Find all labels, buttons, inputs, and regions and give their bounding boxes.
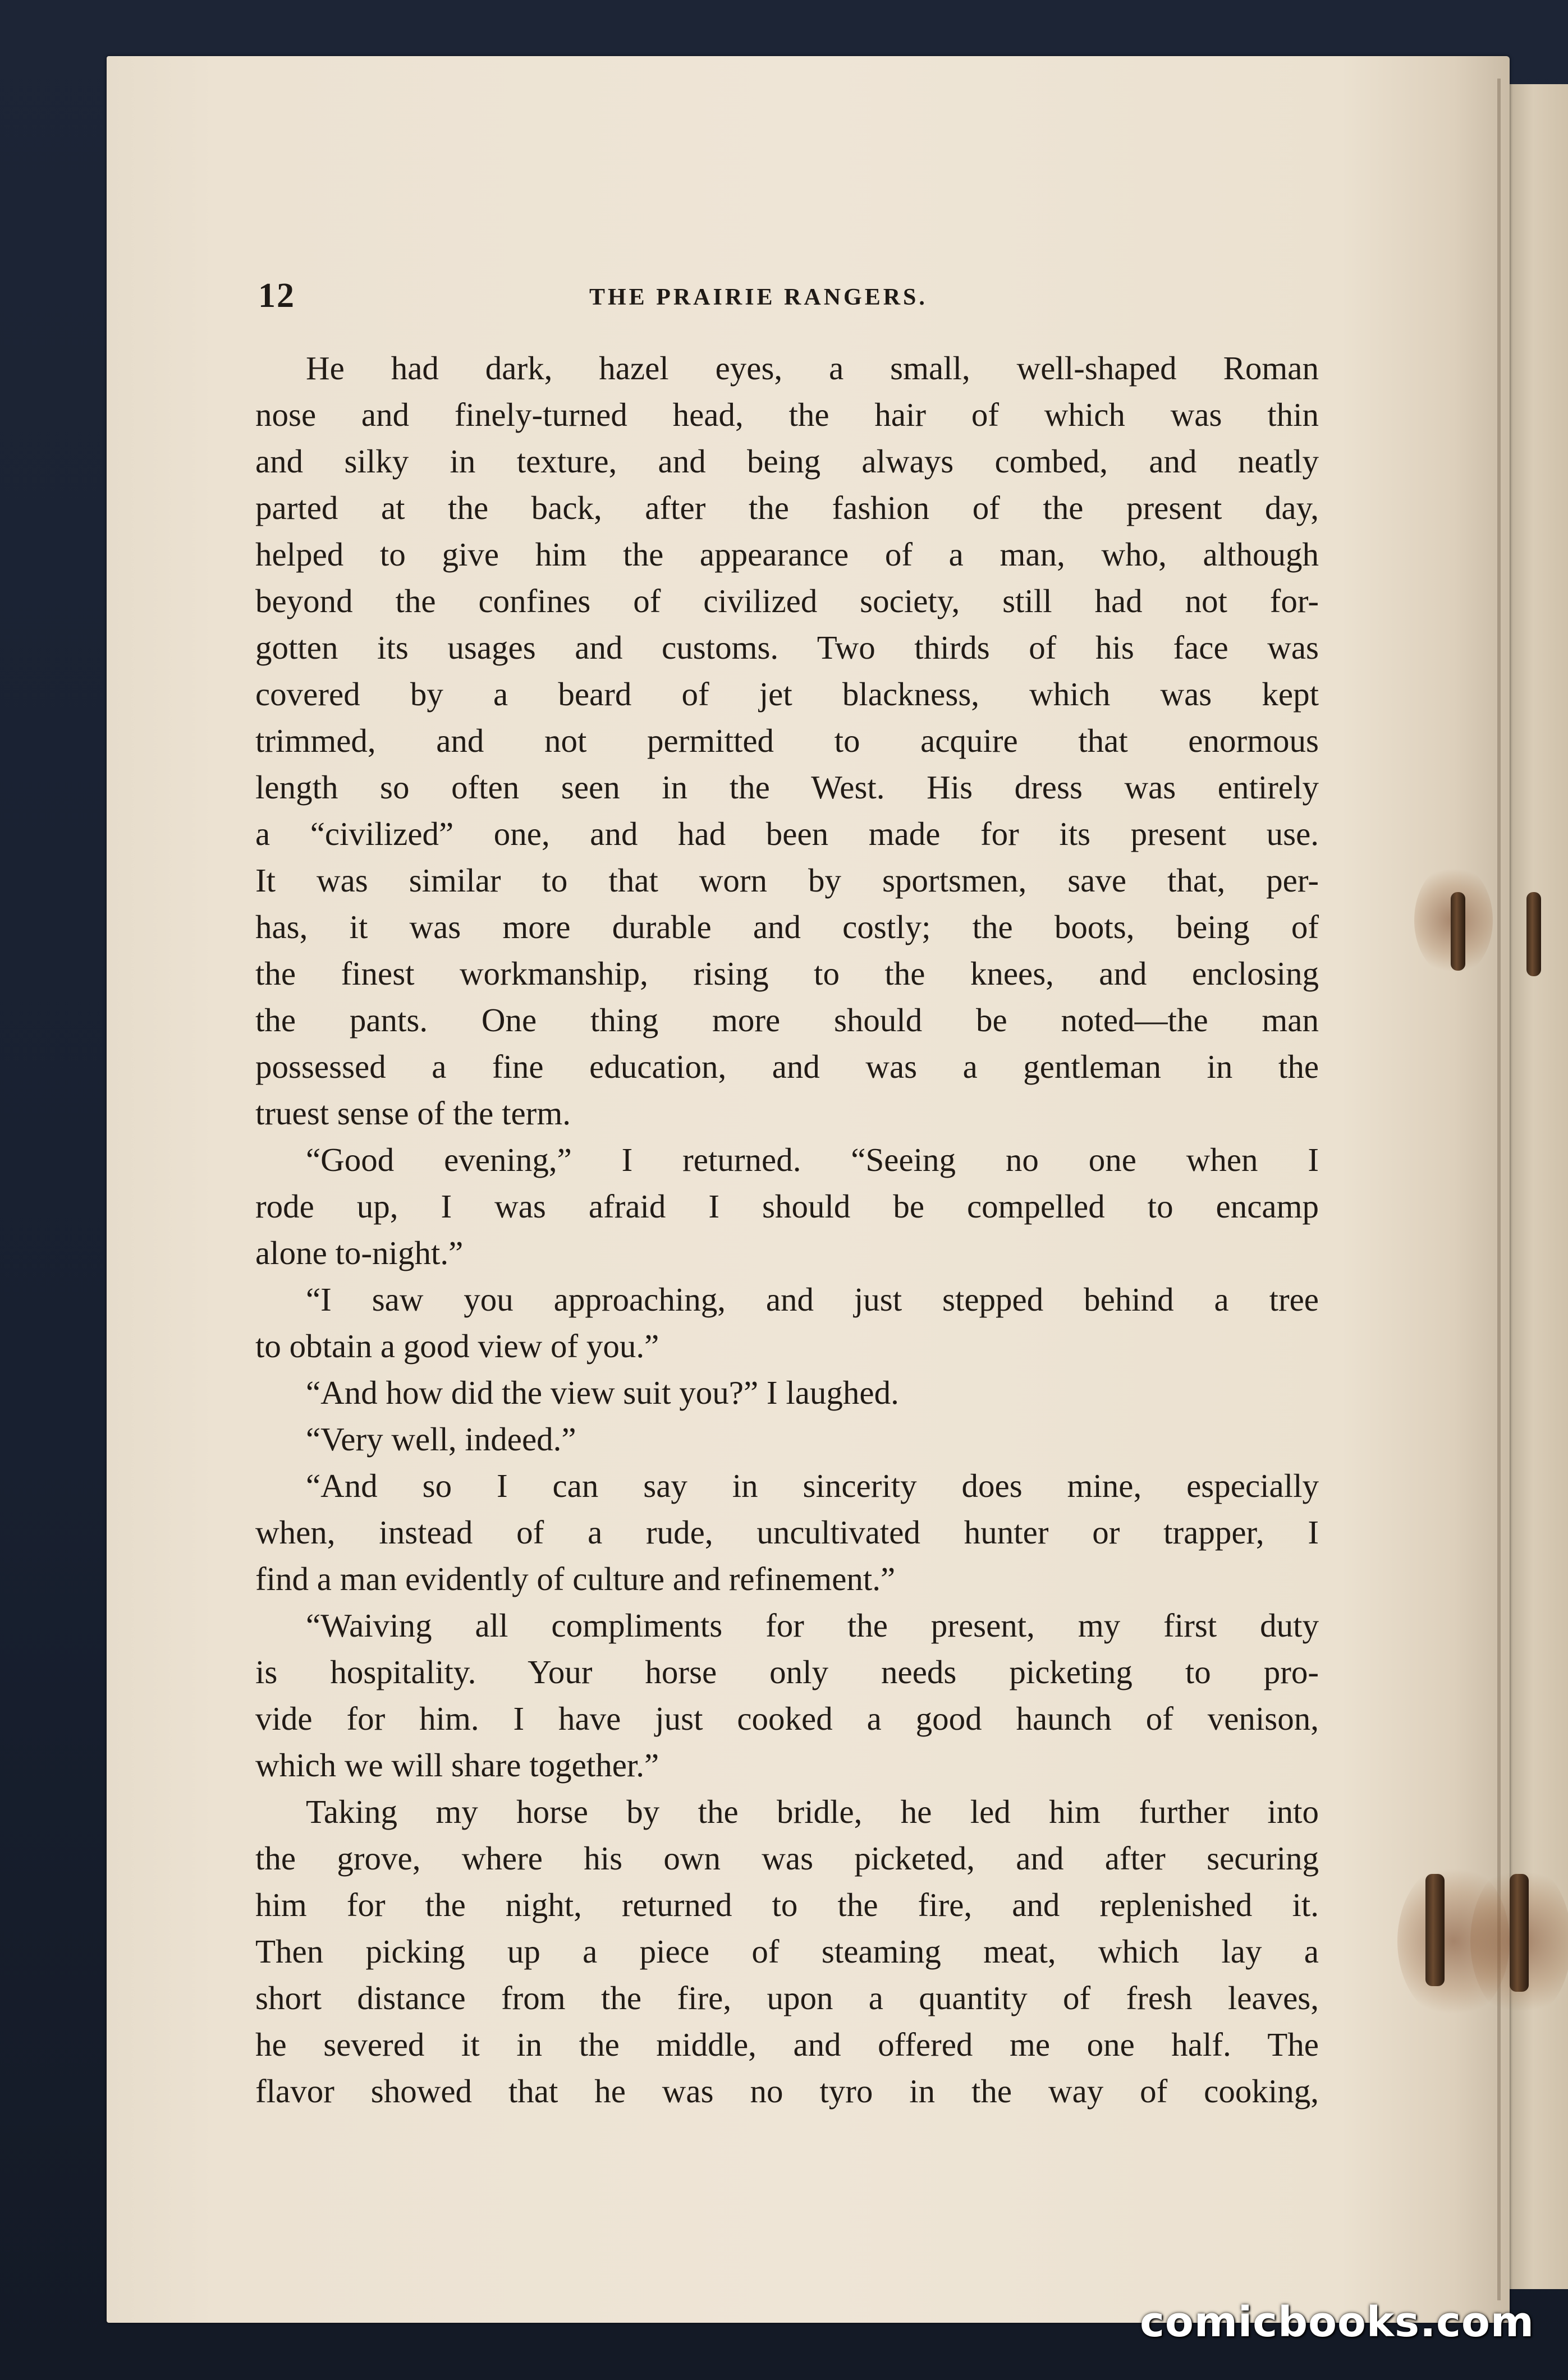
text-line: truest sense of the term. [255,1095,571,1132]
text-line: beyond the confines of civilized society, still had not for- [255,582,1319,619]
watermark-logo: comicbooks.com [1140,2298,1534,2346]
staple-lower-right [1510,1874,1529,1992]
text-line: rode up, I was afraid I should be compelled to encamp [255,1188,1319,1225]
text-line: “And how did the view suit you?” I laughed. [306,1374,899,1411]
text-line: gotten its usages and customs. Two thirds of his face was [255,629,1319,666]
text-line: helped to give him the appearance of a man, who, although [255,536,1319,573]
text-line: covered by a beard of jet blackness, which was kept [255,676,1319,713]
text-line: vide for him. I have just cooked a good haunch of venison, [255,1700,1319,1737]
text-line: find a man evidently of culture and refinement.” [255,1560,896,1597]
text-line: It was similar to that worn by sportsmen, save that, per- [255,862,1319,899]
text-line: Then picking up a piece of steaming meat, which lay a [255,1933,1319,1970]
text-line: the finest workmanship, rising to the knees, and enclosing [255,955,1319,992]
page-header [258,276,1313,321]
staple-lower-left [1425,1874,1445,1986]
staple-upper-right [1526,892,1541,976]
staple-upper-left [1451,892,1465,971]
text-line: “Very well, indeed.” [306,1421,576,1458]
body-text [255,345,1319,2115]
text-line: “I saw you approaching, and just stepped behind a tree [306,1281,1319,1318]
text-line: the pants. One thing more should be noted—the man [255,1001,1319,1039]
text-line: He had dark, hazel eyes, a small, well-shaped Roman [306,350,1319,387]
text-line: is hospitality. Your horse only needs picketing to pro- [255,1653,1319,1690]
text-line: parted at the back, after the fashion of the present day, [255,489,1319,526]
text-line: possessed a fine education, and was a gentleman in the [255,1048,1319,1085]
text-line: “Good evening,” I returned. “Seeing no one when I [306,1141,1319,1178]
text-line: a “civilized” one, and had been made for its present use. [255,815,1319,852]
text-line: “And so I can say in sincerity does mine, especially [306,1467,1319,1504]
text-line: has, it was more durable and costly; the boots, being of [255,908,1319,945]
text-line: nose and finely-turned head, the hair of which was thin [255,396,1319,433]
text-line: to obtain a good view of you.” [255,1327,659,1364]
text-line: alone to-night.” [255,1234,464,1271]
text-line: when, instead of a rude, uncultivated hunter or trapper, I [255,1514,1319,1551]
text-line: he severed it in the middle, and offered me one half. The [255,2026,1319,2063]
text-line: “Waiving all compliments for the present, my first duty [306,1607,1319,1644]
text-line: flavor showed that he was no tyro in the way of cooking, [255,2073,1319,2110]
text-line: and silky in texture, and being always combed, and neatly [255,443,1319,480]
text-line: which we will share together.” [255,1747,659,1784]
text-line: length so often seen in the West. His dress was entirely [255,769,1319,806]
running-head: THE PRAIRIE RANGERS. [589,284,928,310]
text-line: him for the night, returned to the fire, and replenished it. [255,1886,1319,1923]
text-line: the grove, where his own was picketed, and after securing [255,1840,1319,1877]
text-line: trimmed, and not permitted to acquire that enormous [255,722,1319,759]
text-line: short distance from the fire, upon a quantity of fresh leaves, [255,1979,1319,2016]
page-number: 12 [258,277,295,315]
text-line: Taking my horse by the bridle, he led him further into [306,1793,1319,1830]
